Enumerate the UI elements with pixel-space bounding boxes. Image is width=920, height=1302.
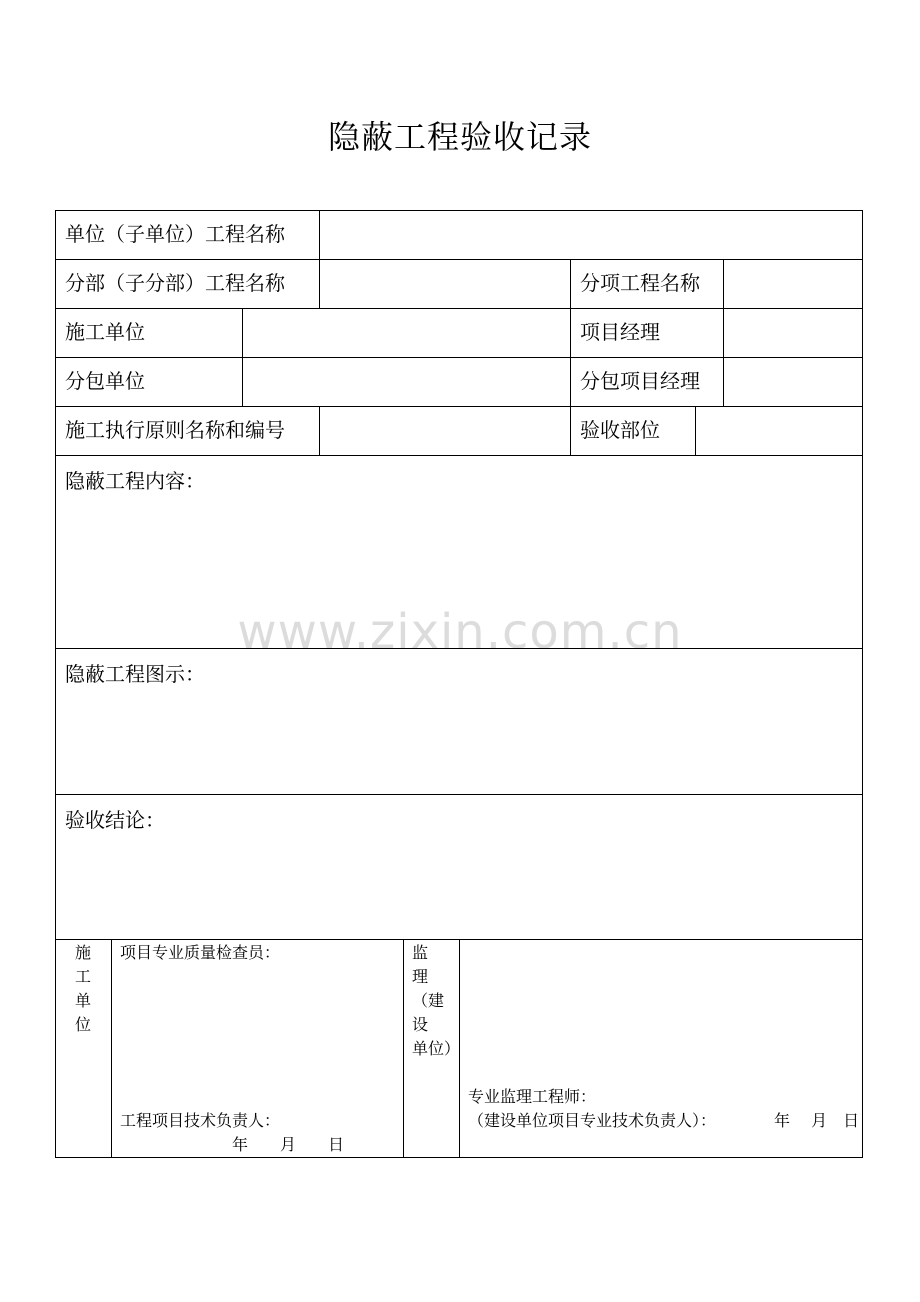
col-divider xyxy=(242,308,243,406)
row-divider xyxy=(55,259,863,260)
division-project-name-label: 分部（子分部）工程名称 xyxy=(65,271,285,295)
row-divider xyxy=(55,648,863,649)
col-divider xyxy=(319,259,320,308)
item-project-name-label: 分项工程名称 xyxy=(580,271,700,295)
unit-project-name-label: 单位（子单位）工程名称 xyxy=(65,222,285,246)
col-divider xyxy=(403,939,404,1158)
row-divider xyxy=(55,794,863,795)
subcontract-manager-label: 分包项目经理 xyxy=(580,369,700,393)
col-divider xyxy=(570,308,571,406)
supervision-unit-vertical-label: 监 理 （建 设 单位） xyxy=(412,943,461,1058)
col-divider xyxy=(319,210,320,259)
quality-inspector-label: 项目专业质量检查员： xyxy=(120,943,281,962)
content-section-label: 隐蔽工程内容： xyxy=(65,469,205,493)
watermark: www.zixin.com.cn xyxy=(237,604,683,660)
col-divider xyxy=(111,939,112,1158)
col-divider xyxy=(723,259,724,308)
row-divider xyxy=(55,455,863,456)
col-divider xyxy=(319,406,320,455)
row-divider xyxy=(55,357,863,358)
date-right: 年 月 日 xyxy=(774,1111,860,1130)
col-divider xyxy=(570,406,571,455)
subcontract-unit-label: 分包单位 xyxy=(65,369,145,393)
conclusion-section-label: 验收结论： xyxy=(65,808,165,832)
row-divider xyxy=(55,308,863,309)
construction-unit-vertical-label: 施工单位 xyxy=(74,943,91,1034)
col-divider xyxy=(570,259,571,308)
standard-label: 施工执行原则名称和编号 xyxy=(65,418,285,442)
col-divider xyxy=(695,406,696,455)
page-title: 隐蔽工程验收记录 xyxy=(327,118,592,156)
row-divider xyxy=(55,406,863,407)
acceptance-part-label: 验收部位 xyxy=(580,418,660,442)
tech-lead-label: 工程项目技术负责人： xyxy=(120,1111,281,1130)
construction-unit-label: 施工单位 xyxy=(65,320,145,344)
date-left: 年 月 日 xyxy=(232,1135,345,1154)
project-manager-label: 项目经理 xyxy=(580,320,660,344)
col-divider xyxy=(723,308,724,406)
owner-tech-lead-label: （建设单位项目专业技术负责人）： xyxy=(468,1111,717,1130)
diagram-section-label: 隐蔽工程图示： xyxy=(65,662,205,686)
supervising-engineer-label: 专业监理工程师： xyxy=(468,1087,597,1106)
